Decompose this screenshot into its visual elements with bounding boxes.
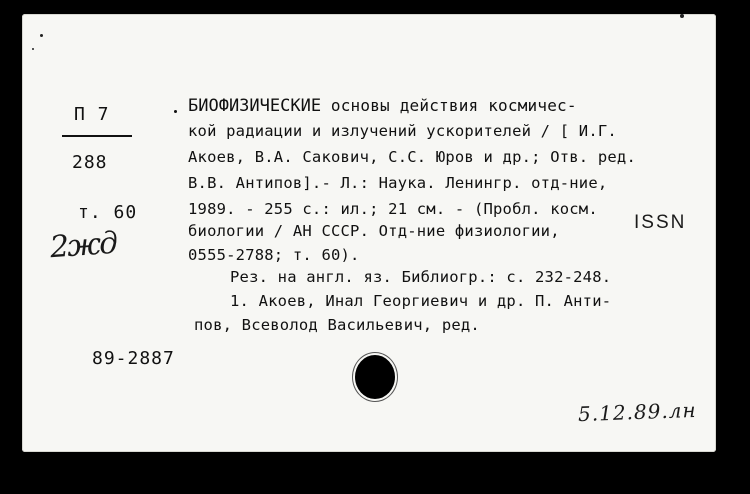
entry-line-4: В.В. Антипов].- Л.: Наука. Ленингр. отд-ние, (188, 174, 608, 192)
volume-number: т. 60 (78, 202, 138, 223)
entry-line-subjects-cont: пов, Всеволод Васильевич, ред. (194, 316, 480, 334)
scan-speck (680, 14, 684, 18)
call-number: П 7 (74, 104, 110, 125)
entry-line-3: Акоев, В.А. Сакович, С.С. Юров и др.; Отв. ред. (188, 148, 636, 166)
entry-line-1-rest: основы действия космичес- (321, 96, 577, 115)
handwritten-code: 2жд (48, 225, 118, 266)
scan-speck (40, 34, 43, 37)
entry-line-notes: Рез. на англ. яз. Библиогр.: с. 232-248. (230, 268, 612, 286)
bullet-mark (174, 110, 177, 113)
entry-title-word: БИОФИЗИЧЕСКИЕ (188, 96, 322, 116)
punch-hole (355, 355, 395, 399)
call-number-divider (62, 135, 132, 137)
entry-line-subjects: 1. Акоев, Инал Георгиевич и др. П. Анти- (230, 292, 612, 310)
handwritten-issn: ISSN (634, 212, 687, 233)
entry-line-2: кой радиации и излучений ускорителей / [ И.Г. (188, 122, 617, 140)
handwritten-date: 5.12.89.лн (577, 397, 697, 427)
scan-speck (32, 48, 34, 50)
entry-line-5: 1989. - 255 с.: ил.; 21 см. - (Пробл. косм. (188, 200, 598, 218)
entry-line-1 (188, 96, 577, 116)
accession-number: 89-2887 (92, 348, 175, 369)
call-number-sub: 288 (72, 152, 108, 173)
entry-line-7: 0555-2788; т. 60). (188, 246, 360, 264)
entry-line-6: биологии / АН СССР. Отд-ние физиологии, (188, 222, 560, 240)
